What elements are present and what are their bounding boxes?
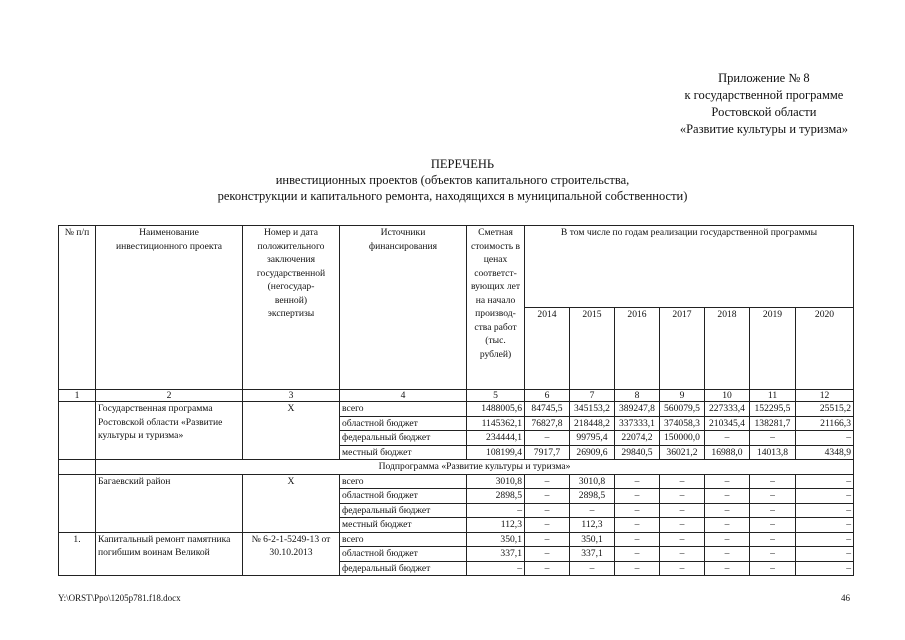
- year-value: –: [660, 547, 705, 562]
- funding-source: областной бюджет: [340, 489, 467, 504]
- funding-source: федеральный бюджет: [340, 561, 467, 576]
- table-row: [59, 532, 854, 547]
- appendix-line-4: «Развитие культуры и туризма»: [679, 122, 848, 136]
- column-number: 11: [750, 390, 796, 402]
- year-value: –: [750, 474, 796, 489]
- year-value: –: [796, 431, 854, 446]
- year-value: –: [705, 561, 750, 576]
- year-value: –: [660, 489, 705, 504]
- header-year: 2017: [660, 308, 705, 390]
- year-value: 152295,5: [750, 402, 796, 417]
- funding-source: всего: [340, 474, 467, 489]
- project-number: [59, 474, 96, 532]
- column-number: 4: [340, 390, 467, 402]
- header-cost: Сметная стоимость в ценах соответст- вующих лет на начало производ- ства работ (тыс. рублей): [467, 226, 525, 390]
- project-number: [59, 402, 96, 460]
- year-value: 29840,5: [615, 445, 660, 460]
- subprogram-row: [59, 460, 854, 475]
- year-value: –: [750, 532, 796, 547]
- column-number: 2: [96, 390, 243, 402]
- year-value: 150000,0: [660, 431, 705, 446]
- year-value: –: [615, 561, 660, 576]
- column-number: 8: [615, 390, 660, 402]
- year-value: 560079,5: [660, 402, 705, 417]
- year-value: 26909,6: [570, 445, 615, 460]
- year-value: 22074,2: [615, 431, 660, 446]
- year-value: –: [705, 518, 750, 533]
- column-number: 10: [705, 390, 750, 402]
- year-value: –: [615, 489, 660, 504]
- header-name: Наименование инвестиционного проекта: [96, 226, 243, 390]
- column-number: 1: [59, 390, 96, 402]
- year-value: –: [615, 547, 660, 562]
- year-value: –: [615, 503, 660, 518]
- funding-source: областной бюджет: [340, 416, 467, 431]
- year-value: –: [660, 518, 705, 533]
- year-value: –: [660, 532, 705, 547]
- year-value: 374058,3: [660, 416, 705, 431]
- cost-value: 337,1: [467, 547, 525, 562]
- title-line-1: ПЕРЕЧЕНЬ: [430, 157, 495, 171]
- cost-value: 112,3: [467, 518, 525, 533]
- year-value: –: [705, 474, 750, 489]
- header-no: № п/п: [59, 226, 96, 390]
- column-number-row: [59, 390, 854, 402]
- project-name: Капитальный ремонт памятника погибшим воинам Великой: [96, 532, 243, 576]
- year-value: 84745,5: [525, 402, 570, 417]
- empty-cell: [59, 460, 96, 475]
- year-value: 138281,7: [750, 416, 796, 431]
- year-value: –: [525, 518, 570, 533]
- document-title: [0, 156, 905, 204]
- funding-source: всего: [340, 402, 467, 417]
- cost-value: 3010,8: [467, 474, 525, 489]
- header-years-group: В том числе по годам реализации государственной программы: [525, 226, 854, 308]
- appendix-line-1: Приложение № 8: [718, 71, 810, 85]
- year-value: –: [796, 547, 854, 562]
- year-value: –: [750, 503, 796, 518]
- year-value: –: [660, 503, 705, 518]
- appendix-line-3: Ростовской области: [711, 105, 817, 119]
- year-value: 14013,8: [750, 445, 796, 460]
- year-value: –: [705, 532, 750, 547]
- column-number: 3: [243, 390, 340, 402]
- header-row-1: [59, 226, 854, 308]
- investment-projects-table: [58, 225, 854, 576]
- cost-value: 350,1: [467, 532, 525, 547]
- year-value: 36021,2: [660, 445, 705, 460]
- year-value: –: [796, 489, 854, 504]
- year-value: –: [796, 561, 854, 576]
- column-number: 9: [660, 390, 705, 402]
- year-value: 337333,1: [615, 416, 660, 431]
- year-value: 16988,0: [705, 445, 750, 460]
- year-value: –: [525, 489, 570, 504]
- year-value: –: [615, 474, 660, 489]
- column-number: 7: [570, 390, 615, 402]
- year-value: 345153,2: [570, 402, 615, 417]
- year-value: –: [796, 532, 854, 547]
- year-value: –: [615, 518, 660, 533]
- year-value: 227333,4: [705, 402, 750, 417]
- column-number: 5: [467, 390, 525, 402]
- funding-source: местный бюджет: [340, 445, 467, 460]
- appendix-line-2: к государственной программе: [684, 88, 844, 102]
- year-value: 389247,8: [615, 402, 660, 417]
- cost-value: –: [467, 503, 525, 518]
- cost-value: 2898,5: [467, 489, 525, 504]
- header-year: 2016: [615, 308, 660, 390]
- funding-source: федеральный бюджет: [340, 431, 467, 446]
- year-value: –: [705, 489, 750, 504]
- year-value: 3010,8: [570, 474, 615, 489]
- subprogram-title: Подпрограмма «Развитие культуры и туризма»: [96, 460, 854, 475]
- project-number: 1.: [59, 532, 96, 576]
- column-number: 6: [525, 390, 570, 402]
- year-value: –: [570, 561, 615, 576]
- year-value: 337,1: [570, 547, 615, 562]
- title-line-3: реконструкции и капитального ремонта, находящихся в муниципальной собственности): [217, 189, 688, 203]
- year-value: –: [750, 518, 796, 533]
- year-value: –: [705, 503, 750, 518]
- year-value: –: [705, 547, 750, 562]
- project-name: Государственная программа Ростовской области «Развитие культуры и туризма»: [96, 402, 243, 460]
- funding-source: местный бюджет: [340, 518, 467, 533]
- year-value: –: [796, 503, 854, 518]
- header-year: 2019: [750, 308, 796, 390]
- cost-value: 1488005,6: [467, 402, 525, 417]
- cost-value: 108199,4: [467, 445, 525, 460]
- table-row: [59, 402, 854, 417]
- year-value: –: [750, 431, 796, 446]
- year-value: 25515,2: [796, 402, 854, 417]
- year-value: –: [660, 561, 705, 576]
- expertise-conclusion: № 6-2-1-5249-13 от 30.10.2013: [243, 532, 340, 576]
- year-value: –: [750, 547, 796, 562]
- year-value: 7917,7: [525, 445, 570, 460]
- year-value: –: [660, 474, 705, 489]
- table-row: [59, 474, 854, 489]
- year-value: –: [525, 561, 570, 576]
- year-value: –: [615, 532, 660, 547]
- year-value: –: [750, 489, 796, 504]
- year-value: –: [705, 431, 750, 446]
- year-value: 21166,3: [796, 416, 854, 431]
- year-value: 76827,8: [525, 416, 570, 431]
- year-value: –: [570, 503, 615, 518]
- header-year: 2018: [705, 308, 750, 390]
- year-value: 112,3: [570, 518, 615, 533]
- expertise-conclusion: Х: [243, 474, 340, 532]
- header-year: 2020: [796, 308, 854, 390]
- footer-file-path: Y:\ORST\Ppo\1205p781.f18.docx: [58, 593, 181, 603]
- year-value: 99795,4: [570, 431, 615, 446]
- appendix-header: [680, 70, 848, 138]
- year-value: –: [525, 547, 570, 562]
- column-number: 12: [796, 390, 854, 402]
- funding-source: областной бюджет: [340, 547, 467, 562]
- year-value: –: [525, 474, 570, 489]
- year-value: –: [525, 532, 570, 547]
- project-name: Багаевский район: [96, 474, 243, 532]
- header-year: 2014: [525, 308, 570, 390]
- header-sources: Источники финансирования: [340, 226, 467, 390]
- year-value: 350,1: [570, 532, 615, 547]
- footer-page-number: 46: [841, 593, 850, 603]
- title-line-2: инвестиционных проектов (объектов капитального строительства,: [275, 173, 630, 187]
- header-conclusion: Номер и дата положительного заключения государственной (негосудар- венной) экспертизы: [243, 226, 340, 390]
- year-value: 218448,2: [570, 416, 615, 431]
- header-year: 2015: [570, 308, 615, 390]
- cost-value: 1145362,1: [467, 416, 525, 431]
- year-value: 2898,5: [570, 489, 615, 504]
- funding-source: всего: [340, 532, 467, 547]
- year-value: –: [796, 474, 854, 489]
- year-value: –: [796, 518, 854, 533]
- expertise-conclusion: Х: [243, 402, 340, 460]
- year-value: –: [525, 431, 570, 446]
- cost-value: –: [467, 561, 525, 576]
- year-value: 4348,9: [796, 445, 854, 460]
- cost-value: 234444,1: [467, 431, 525, 446]
- year-value: 210345,4: [705, 416, 750, 431]
- year-value: –: [525, 503, 570, 518]
- year-value: –: [750, 561, 796, 576]
- funding-source: федеральный бюджет: [340, 503, 467, 518]
